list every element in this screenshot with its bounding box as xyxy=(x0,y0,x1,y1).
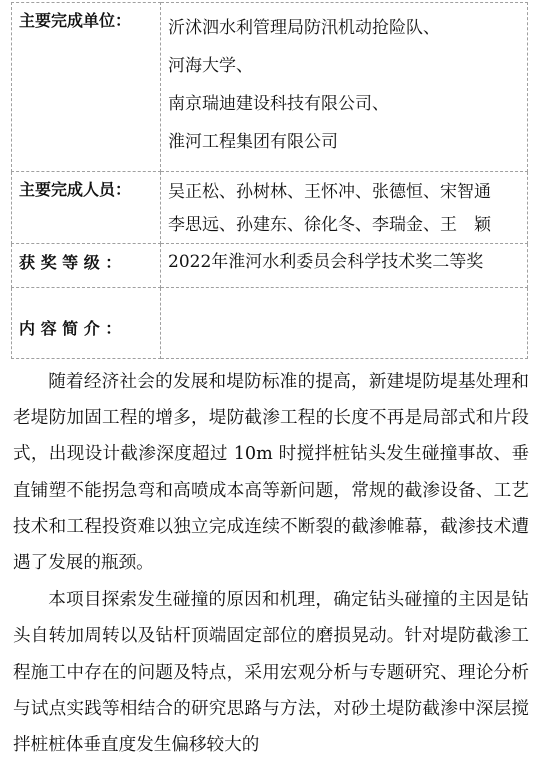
units-row xyxy=(12,3,528,172)
unit-line: 南京瑞迪建设科技有限公司、 xyxy=(168,94,389,114)
award-value-cell xyxy=(161,244,528,288)
intro-body xyxy=(13,364,529,763)
people-line: 李思远、孙建东、徐化冬、李瑞金、王 颖 xyxy=(168,215,491,235)
project-info-table xyxy=(11,2,528,359)
units-label-cell xyxy=(12,3,161,172)
intro-row xyxy=(12,288,528,359)
intro-label-cell xyxy=(12,288,161,359)
body-paragraph: 本项目探索发生碰撞的原因和机理，确定钻头碰撞的主因是钻头自转加周转以及钻杆顶端固定部位的磨损晃动。针对堤防截渗工程施工中存在的问题及特点，采用宏观分析与专题研究、理论分析与试点实践等相结合的研究思路与方法，对砂土堤防截渗中深层搅拌桩桩体垂直度发生偏移较大的 xyxy=(13,590,529,756)
award-label: 获 奖 等 级 ： xyxy=(19,253,122,272)
unit-line: 沂沭泗水利管理局防汛机动抢险队、 xyxy=(168,18,440,38)
people-value-cell xyxy=(161,172,528,244)
unit-line: 淮河工程集团有限公司 xyxy=(168,132,338,152)
body-paragraph: 随着经济社会的发展和堤防标准的提高，新建堤防堤基处理和老堤防加固工程的增多，堤防截渗工程的长度不再是局部式和片段式，出现设计截渗深度超过 10m 时搅拌桩钻头发生碰撞事故、垂直铺塑不能拐急弯和高喷成本高等新问题，常规的截渗设备、工艺技术和工程投资难以独立完成连续不断裂的截渗帷幕，截渗技术遭遇了发展的瓶颈。 xyxy=(13,372,529,574)
people-label: 主要完成人员： xyxy=(19,180,132,199)
people-list xyxy=(168,172,527,242)
people-line: 吴正松、孙树林、王怀冲、张德恒、宋智通 xyxy=(168,182,491,202)
people-label-cell xyxy=(12,172,161,244)
intro-label: 内 容 简 介 ： xyxy=(19,319,122,338)
award-value: 2022年淮河水利委员会科学技术奖二等奖 xyxy=(168,252,484,272)
intro-value-cell xyxy=(161,288,528,359)
units-list xyxy=(168,3,527,161)
award-label-cell xyxy=(12,244,161,288)
people-row xyxy=(12,172,528,244)
award-row xyxy=(12,244,528,288)
units-value-cell xyxy=(161,3,528,172)
unit-line: 河海大学、 xyxy=(168,56,253,76)
units-label: 主要完成单位： xyxy=(19,11,132,30)
